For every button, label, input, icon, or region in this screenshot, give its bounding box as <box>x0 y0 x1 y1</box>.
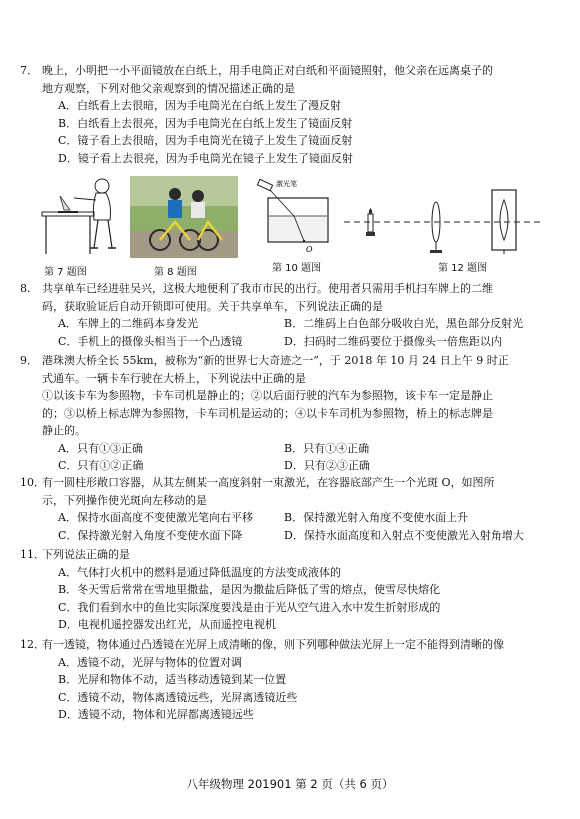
option-a: A．保持水面高度不变使激光笔向右平移 <box>58 511 253 524</box>
figure-10-point-o: O <box>306 245 313 254</box>
question-stem: 式通车。一辆卡车行驶在大桥上，下列说法中正确的是 <box>42 371 306 385</box>
question-number: 8. <box>20 282 31 295</box>
option-c: C．镜子看上去很暗，因为手电筒光在镜子上发生了镜面反射 <box>58 134 353 147</box>
option-b: B．冬天雪后常常在雪地里撒盐，是因为撒盐后降低了雪的熔点，使雪尽快熔化 <box>58 583 441 596</box>
question-8 <box>20 280 560 350</box>
figure-7-flashlight-illustration <box>40 176 128 258</box>
option-d: D．保持水面高度和入射点不变使激光入射角增大 <box>284 528 524 542</box>
option-row <box>58 440 560 458</box>
figure-10-laser-container-diagram <box>256 176 340 258</box>
question-stem: 共享单车已经进驻吴兴，这极大地便利了我市市民的出行。使用者只需用手机扫车牌上的二维 <box>42 282 493 295</box>
question-stem: 港珠澳大桥全长 55km，被称为“新的世界七大奇迹之一”，于 2018 年 10 月 24 日上午 9 时正 <box>42 354 509 367</box>
figure-row <box>40 176 540 276</box>
option-c: C．透镜不动，物体离透镜远些，光屏离透镜近些 <box>58 690 298 704</box>
question-stem: 地方观察，下列对他父亲观察到的情况描述正确的是 <box>42 81 295 95</box>
option-c: C．保持激光射入角度不变使水面下降 <box>58 528 243 542</box>
question-stem: 的；③以桥上标志牌为参照物，卡车司机是运动的；④以卡车司机为参照物，桥上的标志牌是 <box>42 406 493 420</box>
option-d: D．扫码时二维码要位于摄像头一倍焦距以内 <box>284 334 502 348</box>
option-d: D．镜子看上去很亮，因为手电筒光在镜子上发生了镜面反射 <box>58 151 353 165</box>
option-d: D．只有②③正确 <box>284 459 370 472</box>
question-number: 7． <box>20 64 38 77</box>
option-row <box>58 315 560 333</box>
figure-12-caption: 第 12 题图 <box>438 263 488 274</box>
question-number: 9． <box>20 354 38 367</box>
option-row <box>58 333 560 351</box>
question-12 <box>20 636 560 724</box>
option-b: B．白纸看上去很亮，因为手电筒光在白纸上发生了镜面反射 <box>58 116 353 130</box>
option-a: A．车牌上的二维码本身发光 <box>58 317 198 330</box>
question-stem: 下列说法正确的是 <box>42 548 130 561</box>
option-d: D．透镜不动，物体和光屏都离透镜远些 <box>58 708 254 721</box>
question-stem: 码，获取验证后自动开锁即可使用。关于共享单车，下列说法正确的是 <box>42 299 383 313</box>
question-11 <box>20 546 560 634</box>
figure-10-caption: 第 10 题图 <box>272 263 322 274</box>
figure-8-caption: 第 8 题图 <box>154 267 197 278</box>
option-a: A．白纸看上去很暗，因为手电筒光在白纸上发生了漫反射 <box>58 99 341 112</box>
option-b: B．保持激光射入角度不变使水面上升 <box>284 511 469 524</box>
question-7 <box>20 62 560 167</box>
option-d: D．电视机遥控器发出红光，从而遥控电视机 <box>58 618 276 631</box>
option-a: A．透镜不动，光屏与物体的位置对调 <box>58 655 242 669</box>
question-number: 12． <box>20 638 45 651</box>
option-c: C．我们看到水中的鱼比实际深度要浅是由于光从空气进入水中发生折射形成的 <box>58 600 441 614</box>
question-stem: 静止的。 <box>42 424 86 437</box>
option-c: C．手机上的摄像头相当于一个凸透镜 <box>58 334 243 348</box>
question-number: 10． <box>20 476 45 489</box>
option-row <box>58 527 560 545</box>
option-row <box>58 457 560 475</box>
question-stem: 晚上，小明把一小平面镜放在白纸上，用手电筒正对白纸和平面镜照射，他父亲在远离桌子的 <box>42 64 493 77</box>
figure-8-shared-bikes-photo <box>130 176 238 258</box>
figure-12-optical-bench-diagram <box>344 176 540 258</box>
figure-7-caption: 第 7 题图 <box>44 267 87 278</box>
option-b: B．二维码上白色部分吸收白光，黑色部分反射光 <box>284 317 524 330</box>
option-a: A．气体打火机中的燃料是通过降低温度的方法变成液体的 <box>58 565 341 579</box>
option-row <box>58 509 560 527</box>
page-footer: 八年级物理 201901 第 2 页（共 6 页） <box>186 777 394 791</box>
question-number: 11． <box>20 548 45 561</box>
option-c: C．只有①②正确 <box>58 459 144 472</box>
option-b: B．只有①④正确 <box>284 441 370 455</box>
question-10 <box>20 474 560 544</box>
question-9 <box>20 352 560 475</box>
option-a: A．只有①③正确 <box>58 441 143 455</box>
question-stem: ①以该卡车为参照物，卡车司机是静止的；②以后面行驶的汽车为参照物，该卡车一定是静止 <box>42 389 493 402</box>
figure-10-laser-label: 激光笔 <box>276 180 297 188</box>
question-stem: 有一透镜，物体通过凸透镜在光屏上成清晰的像，则下列哪种做法光屏上一定不能得到清晰的像 <box>42 638 504 651</box>
question-stem: 有一圆柱形敞口容器，从其左侧某一高度斜射一束激光，在容器底部产生一个光斑 O，如图所 <box>42 476 495 489</box>
option-b: B．光屏和物体不动，适当移动透镜到某一位置 <box>58 673 287 686</box>
question-stem: 示，下列操作使光斑向左移动的是 <box>42 493 207 507</box>
